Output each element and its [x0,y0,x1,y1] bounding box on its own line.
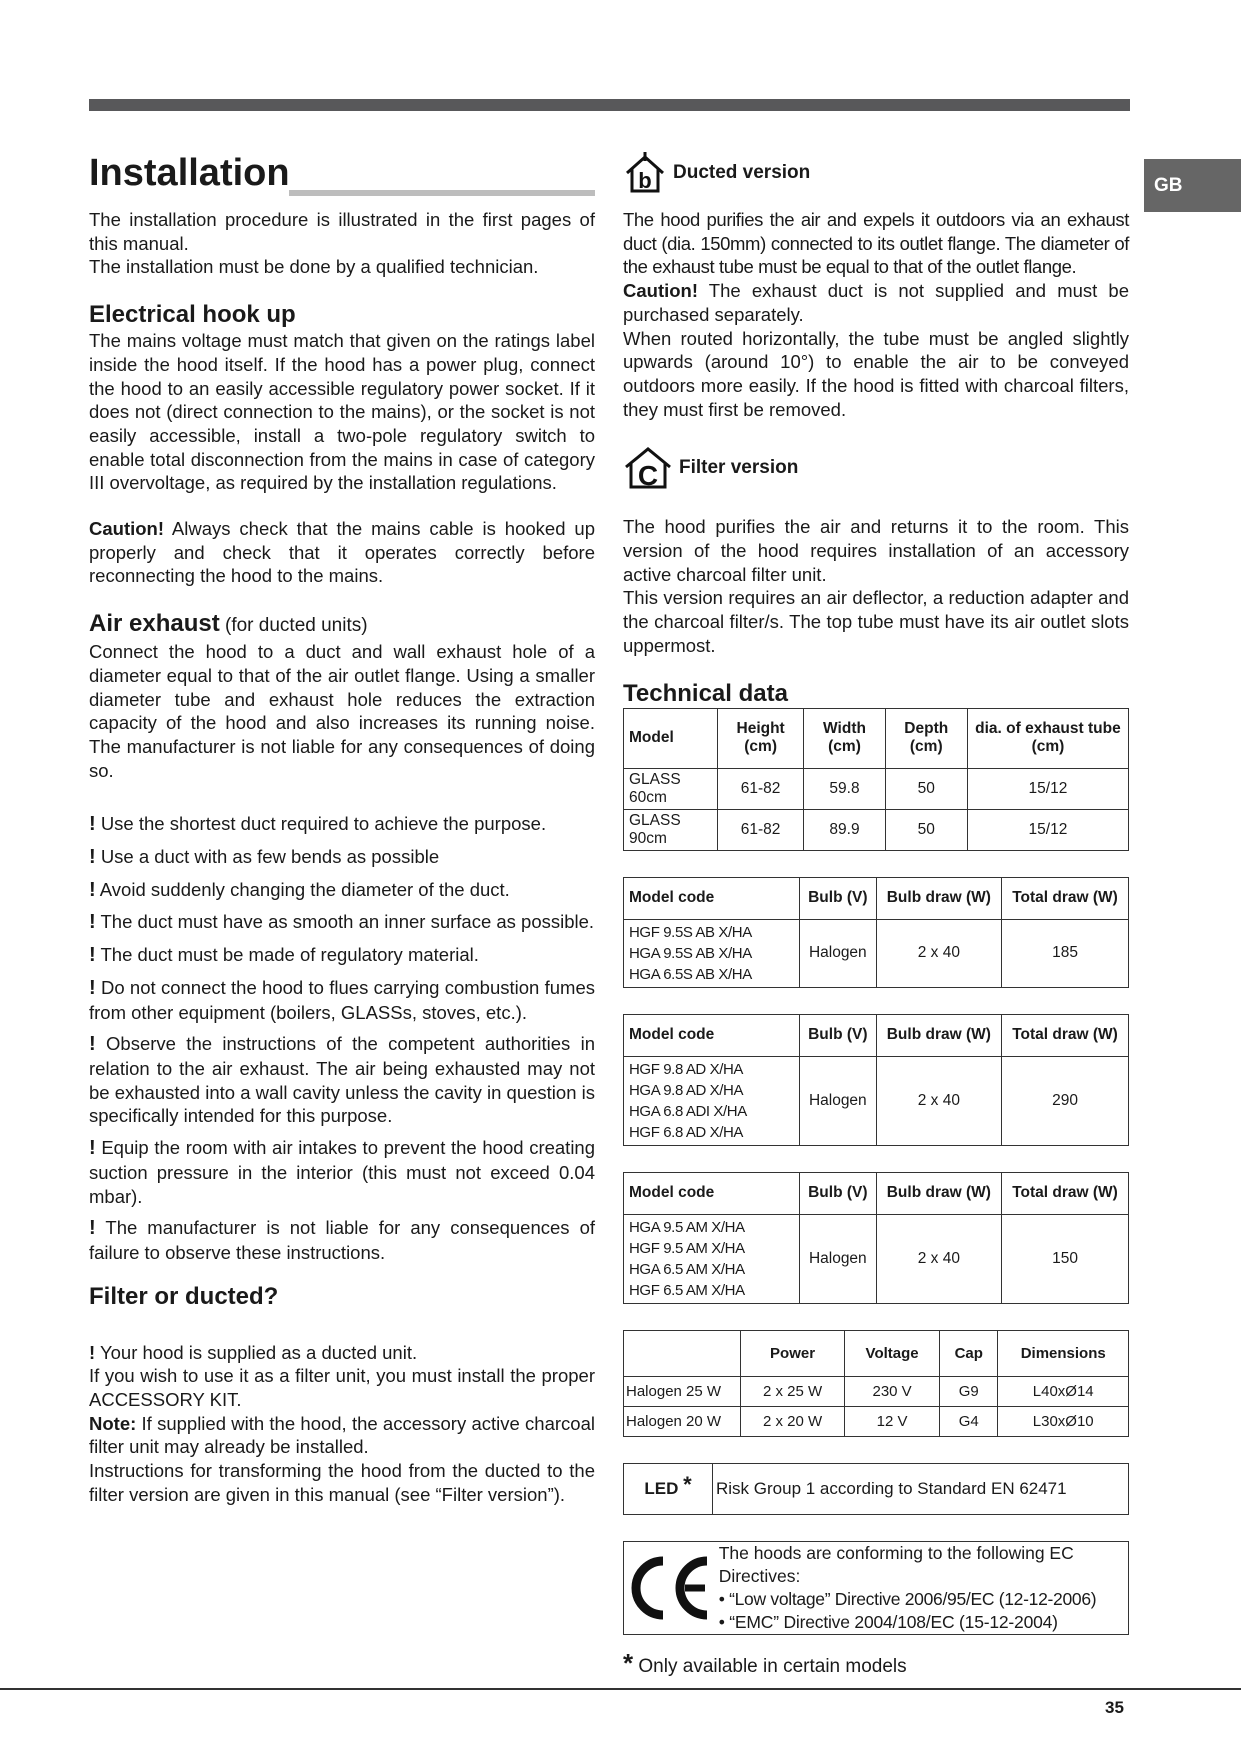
ducted-version-title: Ducted version [673,162,811,183]
warning-item: ! The duct must be made of regulatory material. [89,944,479,967]
ducted-body: The hood purifies the air and expels it outdoors via an exhaust duct (dia. 150mm) connected to its outlet flange. The diameter of the exhaust tube must be equal to that of the outlet flange. [623,209,1129,278]
table-row: HGF 9.8 AD X/HA HGA 9.8 AD X/HA HGA 6.8 ADI X/HA HGF 6.8 AD X/HA Halogen 2 x 40 290 [624,1056,1129,1145]
led-risk-box [623,1463,1129,1515]
filter-body: The hood purifies the air and returns it to the room. This version of the hood requires installation of an accessory active charcoal filter unit. [623,516,1129,585]
air-exhaust-body: Connect the hood to a duct and wall exhaust hole of a diameter equal to that of the air outlet flange. Using a smaller diameter tube and exhaust hole reduces the extraction capacity of the hood and also increases its running noise. The manufacturer is not liable for any consequences of doing so. [89,641,595,781]
warning-item: ! Use a duct with as few bends as possible [89,846,440,869]
page-title: Installation [89,148,595,198]
ducted-caution: Caution! The exhaust duct is not supplied and must be purchased separately. [623,280,1129,325]
table-row: HGA 9.5 AM X/HA HGF 9.5 AM X/HA HGA 6.5 AM X/HA HGF 6.5 AM X/HA Halogen 2 x 40 150 [624,1214,1129,1303]
warning-item: ! The duct must have as smooth an inner surface as possible. [89,911,595,934]
page-number: 35 [1105,1698,1124,1717]
table-row: Halogen 20 W 2 x 20 W 12 V G4 L30xØ10 [624,1406,1129,1436]
electrical-caution: Caution! Always check that the mains cable is hooked up properly and check that it operates correctly before reconnecting the hood to the mains. [89,518,595,587]
filter-or-ducted-line: Instructions for transforming the hood from the ducted to the filter version are given in this manual (see “Filter version”). [89,1460,595,1505]
svg-text:C: C [637,460,659,492]
table-row: HGF 9.5S AB X/HA HGA 9.5S AB X/HA HGA 6.5S AB X/HA Halogen 2 x 40 185 [624,919,1129,987]
left-column [89,148,595,1507]
technical-data-heading: Technical data [623,679,788,707]
dimensions-table: Model Height (cm) Width (cm) Depth (cm) dia. of exhaust tube (cm) GLASS 60cm 61-82 59.8 50 15/12 GLASS 90cm 61-82 89.9 50 15/12 [623,708,1129,851]
footnote: * Only available in certain models [623,1648,907,1678]
filter-or-ducted-note: Note: If supplied with the hood, the accessory active charcoal filter unit may already be installed. [89,1412,595,1458]
air-exhaust-heading: Air exhaust (for ducted units) [89,610,368,638]
warning-item: ! Observe the instructions of the competent authorities in relation to the air exhaust. The air being exhausted may not be exhausted into a wall cavity unless the cavity in question is specifically intended for this purpose. [89,1033,595,1127]
ducted-version-header [623,148,1129,198]
bulb-table-3: Model code Bulb (V) Bulb draw (W) Total draw (W) HGA 9.5 AM X/HA HGF 9.5 AM X/HA HGA 6.5 AM X/HA HGF 6.5 AM X/HA Halogen 2 x 40 150 [623,1172,1129,1304]
bulb-table-1: Model code Bulb (V) Bulb draw (W) Total draw (W) HGF 9.5S AB X/HA HGA 9.5S AB X/HA HGA 6.5S AB X/HA Halogen 2 x 40 185 [623,877,1129,988]
warning-item: ! Avoid suddenly changing the diameter of the duct. [89,878,510,901]
ce-text: The hoods are conforming to the following EC Directives: • “Low voltage” Directive 2006/95/EC (12-12-2006) • “EMC” Directive 2004/108/EC (15-12-2004) [718,1542,1097,1632]
led-risk-text: Risk Group 1 according to Standard EN 62471 [716,1478,1067,1498]
electrical-body: The mains voltage must match that given on the ratings label inside the hood itself. If the hood has a power plug, connect the hood to an easily accessible regulatory power socket. If it does not (direct connection to the mains), or the socket is not easily accessible, install a two-pole regulatory switch to enable total disconnection from the mains in case of category III overvoltage, as required by the installation regulations. [89,330,595,494]
filter-or-ducted-line: ! Your hood is supplied as a ducted unit. [89,1341,418,1363]
filter-or-ducted-heading: Filter or ducted? [89,1282,279,1310]
warning-item: ! The manufacturer is not liable for any consequences of failure to observe these instructions. [89,1217,595,1263]
filter-version-header [623,443,1129,493]
warning-item: ! Use the shortest duct required to achieve the purpose. [89,813,547,836]
intro-paragraph: The installation procedure is illustrated in the first pages of this manual. [89,209,595,254]
intro-paragraph: The installation must be done by a qualified technician. [89,256,539,278]
bulb-table-2: Model code Bulb (V) Bulb draw (W) Total draw (W) HGF 9.8 AD X/HA HGA 9.8 AD X/HA HGA 6.8 ADI X/HA HGF 6.8 AD X/HA Halogen 2 x 40 290 [623,1014,1129,1146]
table-row: Halogen 25 W 2 x 25 W 230 V G9 L40xØ14 [624,1376,1129,1406]
warning-item: ! Do not connect the hood to flues carrying combustion fumes from other equipment (boilers, GLASSs, stoves, etc.). [89,976,595,1023]
ce-mark-icon [624,1542,717,1634]
filter-body: This version requires an air deflector, a reduction adapter and the charcoal filter/s. The top tube must have its air outlet slots uppermost. [623,587,1129,656]
lamp-table: Power Voltage Cap Dimensions Halogen 25 W 2 x 25 W 230 V G9 L40xØ14 Halogen 20 W 2 x 20 W 12 V G4 L30xØ10 [623,1330,1129,1437]
warning-item: ! Equip the room with air intakes to prevent the hood creating suction pressure in the interior (this must not exceed 0.04 mbar). [89,1137,596,1207]
top-bar [89,99,1130,111]
table-row: GLASS 90cm 61-82 89.9 50 15/12 [624,809,1129,850]
svg-text:b: b [638,168,652,193]
filter-house-icon [623,445,673,491]
electrical-heading: Electrical hook up [89,301,296,329]
ducted-house-icon [623,151,667,195]
right-column [623,148,1129,1635]
led-label: LED * [624,1464,713,1514]
bottom-rule [0,1688,1241,1690]
ducted-body: When routed horizontally, the tube must be angled slightly upwards (around 10°) to enable the air to be conveyed outdoors more easily. If the hood is fitted with charcoal filters, they must first be removed. [623,327,1129,420]
filter-or-ducted-line: If you wish to use it as a filter unit, you must install the proper ACCESSORY KIT. [89,1365,595,1411]
language-tab: GB [1144,159,1241,212]
table-row: GLASS 60cm 61-82 59.8 50 15/12 [624,768,1129,809]
filter-version-title: Filter version [679,457,799,479]
ce-conformity-box [623,1541,1129,1635]
